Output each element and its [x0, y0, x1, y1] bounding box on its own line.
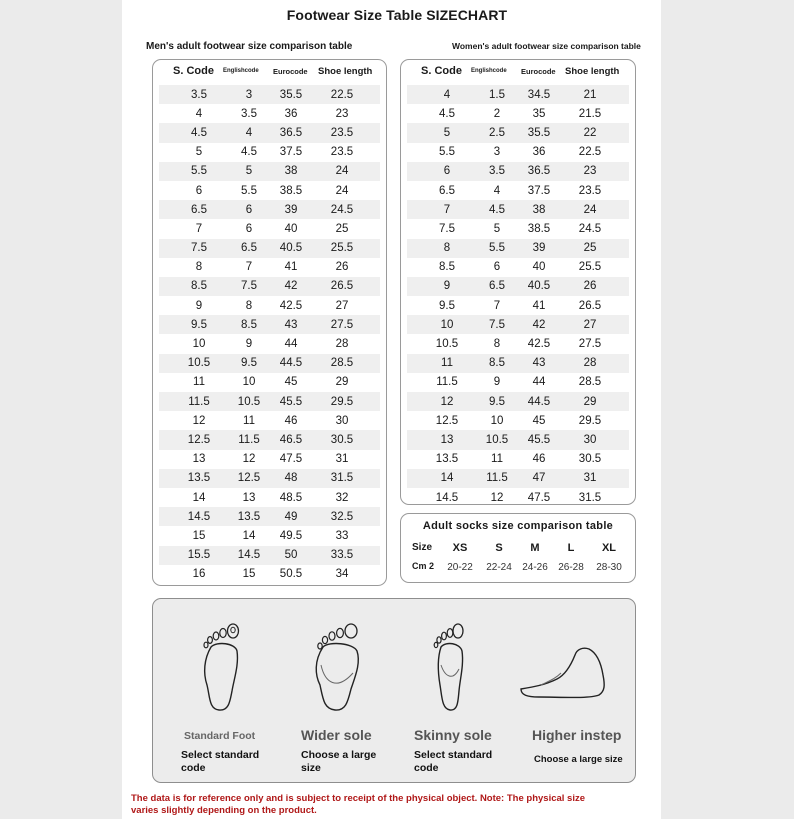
- mens-cell-s-code: 3.5: [191, 88, 207, 101]
- mens-cell-shoe-length: 27.5: [330, 318, 354, 331]
- womens-cell-english-code: 11.5: [486, 472, 508, 485]
- womens-cell-english-code: 9: [493, 376, 501, 389]
- mens-cell-euro-code: 48: [284, 472, 298, 485]
- womens-cell-shoe-length: 28: [583, 357, 597, 370]
- mens-cell-shoe-length: 28: [335, 338, 349, 351]
- womens-header-euro-code: Eurocode: [521, 67, 556, 76]
- womens-cell-euro-code: 44.5: [527, 395, 551, 408]
- womens-cell-english-code: 12: [490, 491, 504, 504]
- womens-cell-s-code: 7: [443, 203, 451, 216]
- womens-cell-euro-code: 40.5: [527, 280, 551, 293]
- foot-type-name-skinny: Skinny sole: [414, 727, 492, 743]
- standard-foot-icon: [197, 621, 247, 713]
- womens-cell-euro-code: 45: [532, 414, 546, 427]
- womens-cell-shoe-length: 25.5: [578, 261, 602, 274]
- mens-cell-english-code: 12: [242, 453, 256, 466]
- mens-cell-english-code: 12.5: [237, 472, 261, 485]
- mens-cell-s-code: 15: [192, 529, 206, 542]
- womens-cell-shoe-length: 25: [583, 242, 597, 255]
- table-row: [159, 296, 380, 315]
- high-instep-foot-icon: [519, 645, 609, 701]
- table-row: [407, 200, 629, 219]
- womens-cell-s-code: 4: [443, 88, 451, 101]
- womens-cell-shoe-length: 29: [583, 395, 597, 408]
- table-row: [407, 104, 629, 123]
- mens-cell-english-code: 10: [242, 376, 256, 389]
- mens-cell-shoe-length: 25: [335, 222, 349, 235]
- socks-cm-value: 20-22: [447, 562, 473, 573]
- mens-cell-euro-code: 46.5: [279, 433, 303, 446]
- mens-cell-euro-code: 36: [284, 107, 298, 120]
- mens-header-euro-code: Eurocode: [273, 67, 308, 76]
- womens-cell-english-code: 7: [493, 299, 501, 312]
- mens-cell-euro-code: 49: [284, 510, 298, 523]
- socks-cm-label: Cm 2: [412, 561, 435, 571]
- socks-size-xs: XS: [452, 542, 468, 554]
- foot-type-desc-skinny: Select standard code: [414, 749, 493, 774]
- womens-cell-english-code: 11: [491, 453, 503, 466]
- disclaimer-note: The data is for reference only and is subject to receipt of the physical object. Note: The physical size varies slightly depending on the product.: [131, 793, 586, 816]
- mens-cell-shoe-length: 32: [335, 491, 349, 504]
- mens-cell-s-code: 6.5: [191, 203, 207, 216]
- foot-type-name-wider: Wider sole: [301, 727, 372, 743]
- mens-cell-euro-code: 42: [284, 280, 298, 293]
- mens-cell-s-code: 14.5: [187, 510, 211, 523]
- table-row: [407, 239, 629, 258]
- mens-cell-shoe-length: 33.5: [330, 549, 354, 562]
- womens-cell-english-code: 5: [493, 222, 501, 235]
- table-row: [407, 258, 629, 277]
- table-row: [159, 277, 380, 296]
- table-row: [159, 334, 380, 353]
- womens-cell-s-code: 8.5: [439, 261, 455, 274]
- table-row: [159, 469, 380, 488]
- womens-cell-english-code: 6.5: [489, 280, 505, 293]
- socks-cm-value: 22-24: [486, 562, 512, 573]
- mens-cell-shoe-length: 23: [335, 107, 349, 120]
- mens-cell-s-code: 10.5: [187, 357, 211, 370]
- womens-cell-shoe-length: 26: [583, 280, 597, 293]
- womens-cell-s-code: 5: [443, 126, 451, 139]
- mens-cell-shoe-length: 25.5: [330, 242, 354, 255]
- womens-cell-euro-code: 37.5: [527, 184, 551, 197]
- womens-cell-s-code: 4.5: [439, 107, 455, 120]
- table-row: [159, 104, 380, 123]
- mens-cell-s-code: 11: [193, 376, 205, 389]
- mens-cell-euro-code: 48.5: [279, 491, 303, 504]
- mens-cell-english-code: 7: [245, 261, 253, 274]
- mens-cell-s-code: 6: [195, 184, 203, 197]
- mens-cell-s-code: 5: [195, 146, 203, 159]
- table-row: [159, 411, 380, 430]
- mens-cell-shoe-length: 22.5: [330, 88, 354, 101]
- womens-cell-shoe-length: 27.5: [578, 338, 602, 351]
- mens-cell-english-code: 11.5: [238, 433, 260, 446]
- womens-cell-english-code: 1.5: [489, 88, 505, 101]
- womens-cell-shoe-length: 30.5: [578, 453, 602, 466]
- womens-cell-english-code: 7.5: [489, 318, 505, 331]
- mens-cell-s-code: 13.5: [187, 472, 211, 485]
- table-row: [407, 277, 629, 296]
- womens-cell-english-code: 9.5: [489, 395, 505, 408]
- womens-cell-euro-code: 38: [532, 203, 546, 216]
- socks-size-label: Size: [412, 542, 433, 553]
- table-row: [159, 392, 380, 411]
- mens-cell-euro-code: 38.5: [279, 184, 303, 197]
- mens-cell-euro-code: 50: [284, 549, 298, 562]
- womens-cell-s-code: 14: [440, 472, 454, 485]
- mens-cell-shoe-length: 30: [335, 414, 349, 427]
- socks-size-s: S: [495, 542, 503, 554]
- mens-cell-english-code: 9: [245, 338, 253, 351]
- womens-header-shoe-length: Shoe length: [565, 66, 620, 77]
- womens-cell-shoe-length: 26.5: [578, 299, 602, 312]
- table-row: [159, 181, 380, 200]
- foot-type-name-higher-instep: Higher instep: [532, 727, 622, 743]
- womens-cell-s-code: 11.5: [436, 376, 458, 389]
- womens-cell-euro-code: 47: [532, 472, 546, 485]
- womens-cell-english-code: 10.5: [485, 433, 509, 446]
- mens-cell-shoe-length: 31: [335, 453, 349, 466]
- womens-cell-shoe-length: 21.5: [578, 107, 602, 120]
- womens-cell-english-code: 2: [493, 107, 501, 120]
- mens-cell-english-code: 7.5: [241, 280, 257, 293]
- mens-cell-s-code: 8: [195, 261, 203, 274]
- mens-cell-s-code: 13: [192, 453, 206, 466]
- womens-cell-english-code: 8: [493, 338, 501, 351]
- foot-types-panel: [152, 598, 636, 783]
- womens-cell-s-code: 8: [443, 242, 451, 255]
- womens-cell-s-code: 9: [443, 280, 451, 293]
- womens-cell-shoe-length: 31: [583, 472, 597, 485]
- mens-cell-shoe-length: 23.5: [330, 126, 354, 139]
- womens-header-english-code: Englishcode: [471, 68, 507, 74]
- mens-cell-english-code: 6: [245, 203, 253, 216]
- womens-cell-euro-code: 43: [532, 357, 546, 370]
- womens-cell-s-code: 7.5: [439, 222, 455, 235]
- mens-cell-euro-code: 46: [284, 414, 298, 427]
- womens-cell-s-code: 6.5: [439, 184, 455, 197]
- mens-cell-english-code: 13.5: [237, 510, 261, 523]
- womens-cell-shoe-length: 24.5: [578, 222, 602, 235]
- mens-table-body: [159, 85, 380, 584]
- table-row: [159, 565, 380, 584]
- socks-cm-value: 28-30: [596, 562, 622, 573]
- womens-table-caption: Women's adult footwear size comparison table: [452, 41, 641, 51]
- mens-cell-english-code: 8.5: [241, 318, 257, 331]
- mens-size-table: [152, 59, 387, 586]
- womens-cell-euro-code: 36: [532, 146, 546, 159]
- womens-cell-shoe-length: 29.5: [578, 414, 602, 427]
- mens-cell-shoe-length: 29: [335, 376, 349, 389]
- mens-header-s-code: S. Code: [173, 65, 214, 77]
- mens-cell-english-code: 10.5: [237, 395, 261, 408]
- womens-cell-euro-code: 34.5: [527, 88, 551, 101]
- mens-cell-s-code: 10: [192, 338, 206, 351]
- socks-size-table: [400, 513, 636, 583]
- womens-cell-euro-code: 47.5: [527, 491, 551, 504]
- mens-cell-shoe-length: 23.5: [330, 146, 354, 159]
- table-row: [159, 85, 380, 104]
- womens-cell-euro-code: 41: [532, 299, 546, 312]
- table-row: [159, 143, 380, 162]
- womens-cell-s-code: 11: [441, 357, 453, 370]
- mens-cell-euro-code: 50.5: [279, 568, 303, 581]
- mens-cell-euro-code: 40.5: [279, 242, 303, 255]
- mens-cell-euro-code: 43: [284, 318, 298, 331]
- womens-cell-s-code: 9.5: [439, 299, 455, 312]
- socks-cm-value: 24-26: [522, 562, 548, 573]
- womens-cell-s-code: 14.5: [435, 491, 459, 504]
- mens-cell-english-code: 3.5: [241, 107, 257, 120]
- mens-cell-s-code: 4: [195, 107, 203, 120]
- mens-cell-euro-code: 44: [284, 338, 298, 351]
- table-row: [407, 430, 629, 449]
- mens-cell-english-code: 13: [242, 491, 256, 504]
- table-row: [407, 373, 629, 392]
- mens-cell-euro-code: 36.5: [279, 126, 303, 139]
- mens-cell-shoe-length: 34: [335, 568, 349, 581]
- womens-table-body: [407, 85, 629, 507]
- mens-cell-s-code: 12.5: [187, 433, 211, 446]
- table-row: [159, 200, 380, 219]
- mens-cell-s-code: 8.5: [191, 280, 207, 293]
- mens-cell-english-code: 8: [245, 299, 253, 312]
- mens-cell-english-code: 6.5: [241, 242, 257, 255]
- mens-cell-shoe-length: 26: [335, 261, 349, 274]
- womens-cell-s-code: 12: [440, 395, 454, 408]
- table-row: [407, 123, 629, 142]
- womens-cell-english-code: 5.5: [489, 242, 505, 255]
- mens-cell-s-code: 12: [192, 414, 206, 427]
- socks-table-title: Adult socks size comparison table: [422, 520, 614, 532]
- table-row: [407, 315, 629, 334]
- page-title: Footwear Size Table SIZECHART: [286, 7, 508, 23]
- mens-cell-s-code: 9.5: [191, 318, 207, 331]
- womens-cell-s-code: 6: [443, 165, 451, 178]
- mens-cell-english-code: 14.5: [237, 549, 261, 562]
- mens-cell-english-code: 4.5: [241, 146, 257, 159]
- mens-cell-euro-code: 37.5: [279, 146, 303, 159]
- table-row: [159, 354, 380, 373]
- womens-cell-english-code: 10: [490, 414, 504, 427]
- womens-cell-english-code: 3: [493, 146, 501, 159]
- womens-cell-s-code: 10.5: [435, 338, 459, 351]
- mens-header-english-code: Englishcode: [223, 68, 259, 74]
- mens-cell-s-code: 15.5: [187, 549, 211, 562]
- table-row: [407, 219, 629, 238]
- womens-cell-s-code: 12.5: [435, 414, 459, 427]
- mens-cell-s-code: 7.5: [191, 242, 207, 255]
- mens-cell-shoe-length: 24.5: [330, 203, 354, 216]
- socks-size-xl: XL: [601, 542, 617, 554]
- womens-cell-euro-code: 46: [532, 453, 546, 466]
- womens-cell-s-code: 10: [440, 318, 454, 331]
- table-row: [407, 450, 629, 469]
- womens-cell-euro-code: 45.5: [527, 433, 551, 446]
- womens-cell-shoe-length: 24: [583, 203, 597, 216]
- table-row: [159, 123, 380, 142]
- table-row: [159, 450, 380, 469]
- womens-cell-s-code: 5.5: [439, 146, 455, 159]
- womens-cell-shoe-length: 28.5: [578, 376, 602, 389]
- table-row: [407, 334, 629, 353]
- table-row: [159, 315, 380, 334]
- mens-cell-euro-code: 45: [284, 376, 298, 389]
- mens-cell-euro-code: 45.5: [279, 395, 303, 408]
- narrow-foot-icon: [429, 621, 473, 713]
- mens-cell-s-code: 7: [195, 222, 203, 235]
- table-row: [407, 181, 629, 200]
- socks-cm-value: 26-28: [558, 562, 584, 573]
- foot-type-desc-standard: Select standard code: [181, 749, 260, 774]
- table-row: [407, 162, 629, 181]
- mens-cell-english-code: 15: [242, 568, 256, 581]
- mens-cell-shoe-length: 24: [335, 184, 349, 197]
- table-row: [407, 392, 629, 411]
- mens-cell-shoe-length: 29.5: [330, 395, 354, 408]
- womens-cell-shoe-length: 31.5: [578, 491, 602, 504]
- mens-cell-english-code: 6: [245, 222, 253, 235]
- mens-cell-euro-code: 38: [284, 165, 298, 178]
- mens-cell-euro-code: 49.5: [279, 529, 303, 542]
- womens-cell-euro-code: 39: [532, 242, 546, 255]
- womens-cell-euro-code: 36.5: [527, 165, 551, 178]
- table-row: [407, 354, 629, 373]
- table-row: [407, 85, 629, 104]
- table-row: [159, 430, 380, 449]
- socks-size-l: L: [567, 542, 575, 554]
- womens-cell-shoe-length: 23: [583, 165, 597, 178]
- womens-cell-english-code: 4.5: [489, 203, 505, 216]
- mens-cell-shoe-length: 24: [335, 165, 349, 178]
- womens-cell-shoe-length: 21: [583, 88, 597, 101]
- womens-cell-shoe-length: 30: [583, 433, 597, 446]
- mens-cell-euro-code: 44.5: [279, 357, 303, 370]
- mens-cell-euro-code: 40: [284, 222, 298, 235]
- mens-cell-english-code: 14: [242, 529, 256, 542]
- mens-cell-s-code: 9: [195, 299, 203, 312]
- womens-cell-euro-code: 42.5: [527, 338, 551, 351]
- mens-cell-s-code: 4.5: [191, 126, 207, 139]
- table-row: [159, 258, 380, 277]
- mens-cell-shoe-length: 30.5: [330, 433, 354, 446]
- mens-cell-euro-code: 47.5: [279, 453, 303, 466]
- foot-type-desc-higher-instep: Choose a large size: [534, 754, 623, 765]
- mens-cell-shoe-length: 32.5: [330, 510, 354, 523]
- mens-cell-euro-code: 41: [284, 261, 298, 274]
- table-row: [407, 411, 629, 430]
- womens-cell-english-code: 2.5: [489, 126, 505, 139]
- table-row: [159, 219, 380, 238]
- womens-cell-shoe-length: 27: [583, 318, 597, 331]
- table-row: [159, 162, 380, 181]
- wide-foot-icon: [311, 621, 367, 713]
- mens-cell-english-code: 11: [243, 414, 255, 427]
- mens-cell-english-code: 9.5: [241, 357, 257, 370]
- mens-cell-english-code: 5.5: [241, 184, 257, 197]
- womens-cell-english-code: 4: [493, 184, 501, 197]
- mens-cell-s-code: 16: [192, 568, 206, 581]
- womens-cell-english-code: 6: [493, 261, 501, 274]
- mens-cell-english-code: 3: [245, 88, 253, 101]
- womens-cell-english-code: 8.5: [489, 357, 505, 370]
- mens-cell-shoe-length: 31.5: [330, 472, 354, 485]
- womens-cell-shoe-length: 22.5: [578, 146, 602, 159]
- mens-table-caption: Men's adult footwear size comparison table: [146, 41, 353, 52]
- womens-cell-s-code: 13.5: [435, 453, 459, 466]
- womens-cell-shoe-length: 23.5: [578, 184, 602, 197]
- mens-cell-shoe-length: 26.5: [330, 280, 354, 293]
- mens-cell-english-code: 5: [245, 165, 253, 178]
- womens-cell-euro-code: 35.5: [527, 126, 551, 139]
- table-row: [407, 469, 629, 488]
- womens-cell-euro-code: 44: [532, 376, 546, 389]
- womens-cell-euro-code: 40: [532, 261, 546, 274]
- womens-cell-euro-code: 35: [532, 107, 546, 120]
- table-row: [407, 143, 629, 162]
- womens-cell-shoe-length: 22: [583, 126, 597, 139]
- mens-cell-english-code: 4: [245, 126, 253, 139]
- table-row: [159, 488, 380, 507]
- table-row: [407, 296, 629, 315]
- mens-cell-euro-code: 35.5: [279, 88, 303, 101]
- table-row: [159, 507, 380, 526]
- womens-header-s-code: S. Code: [421, 65, 462, 77]
- mens-cell-euro-code: 39: [284, 203, 298, 216]
- foot-type-desc-wider: Choose a large size: [301, 749, 377, 774]
- mens-cell-s-code: 14: [192, 491, 206, 504]
- mens-cell-euro-code: 42.5: [279, 299, 303, 312]
- mens-cell-s-code: 5.5: [191, 165, 207, 178]
- table-row: [159, 239, 380, 258]
- mens-cell-shoe-length: 33: [335, 529, 349, 542]
- mens-cell-shoe-length: 28.5: [330, 357, 354, 370]
- table-row: [407, 488, 629, 507]
- mens-cell-s-code: 11.5: [188, 395, 210, 408]
- table-row: [159, 373, 380, 392]
- womens-cell-euro-code: 42: [532, 318, 546, 331]
- socks-size-m: M: [530, 542, 540, 554]
- table-row: [159, 546, 380, 565]
- womens-cell-s-code: 13: [440, 433, 454, 446]
- mens-header-shoe-length: Shoe length: [318, 66, 373, 77]
- table-row: [159, 526, 380, 545]
- mens-cell-shoe-length: 27: [335, 299, 349, 312]
- womens-cell-euro-code: 38.5: [527, 222, 551, 235]
- womens-cell-english-code: 3.5: [489, 165, 505, 178]
- foot-type-name-standard: Standard Foot: [184, 730, 256, 742]
- womens-size-table: [400, 59, 636, 505]
